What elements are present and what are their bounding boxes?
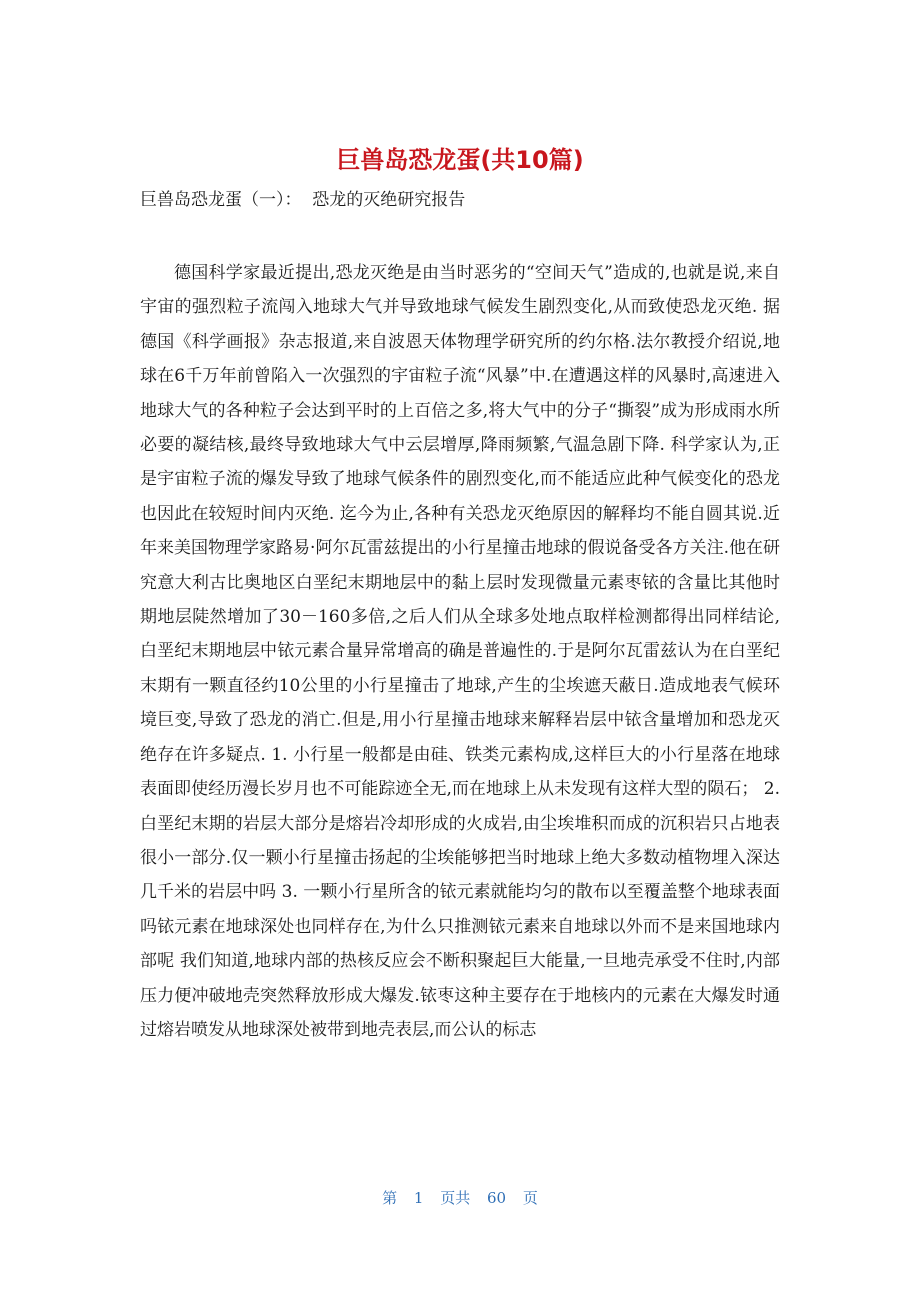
body-paragraph: 德国科学家最近提出,恐龙灭绝是由当时恶劣的“空间天气”造成的,也就是说,来自宇宙的强烈粒子流闯入地球大气并导致地球气候发生剧烈变化,从而致使恐龙灭绝. 据德国《科学画报》杂志报道,来自波恩天体物理学研究所的约尔格.法尔教授介绍说,地球在6千万年前曾陷入一次强烈的宇宙粒子流“风暴”中.在遭遇这样的风暴时,高速进入地球大气的各种粒子会达到平时的上百倍之多,将大气中的分子“撕裂”成为形成雨水所必要的凝结核,最终导致地球大气中云层增厚,降雨频繁,气温急剧下降. 科学家认为,正是宇宙粒子流的爆发导致了地球气候条件的剧烈变化,而不能适应此种气候变化的恐龙也因此在较短时间内灭绝. 迄今为止,各种有关恐龙灭绝原因的解释均不能自圆其说.近年来美国物理学家路易·阿尔瓦雷兹提出的小行星撞击地球的假说备受各方关注.他在研究意大利古比奥地区白垩纪末期地层中的黏上层时发现微量元素枣铱的含量比其他时期地层陡然增加了30－160多倍,之后人们从全球多处地点取样检测都得出同样结论,白垩纪末期地层中铱元素合量异常增高的确是普遍性的.于是阿尔瓦雷兹认为在白垩纪末期有一颗直径约10公里的小行星撞击了地球,产生的尘埃遮天蔽日.造成地表气候环境巨变,导致了恐龙的消亡.但是,用小行星撞击地球来解释岩层中铱含量增加和恐龙灭绝存在许多疑点. 1. 小行星一般都是由硅、铁类元素构成,这样巨大的小行星落在地球表面即使经历漫长岁月也不可能踪迹全无,而在地球上从未发现有这样大型的陨石； 2. 白垩纪末期的岩层大部分是熔岩冷却形成的火成岩,由尘埃堆积而成的沉积岩只占地表很小一部分.仅一颗小行星撞击扬起的尘埃能够把当时地球上绝大多数动植物埋入深达几千米的岩层中吗 3. 一颗小行星所含的铱元素就能均匀的散布以至覆盖整个地球表面吗铱元素在地球深处也同样存在,为什么只推测铱元素来自地球以外而不是来国地球内部呢 我们知道,地球内部的热核反应会不断积聚起巨大能量,一旦地壳承受不住时,内部压力便冲破地壳突然释放形成大爆发.铱枣这种主要存在于地核内的元素在大爆发时通过熔岩喷发从地球深处被带到地壳表层,而公认的标志 [140, 263, 780, 1040]
footer-page-number: 1 [413, 1189, 424, 1207]
footer-suffix: 页 [522, 1189, 538, 1207]
footer-middle: 页共 [440, 1189, 471, 1207]
document-title: 巨兽岛恐龙蛋(共10篇) [336, 146, 584, 174]
footer-prefix: 第 [382, 1189, 398, 1207]
page-footer [0, 1187, 920, 1208]
section-subtitle: 巨兽岛恐龙蛋（一）： 恐龙的灭绝研究报告 [140, 190, 466, 210]
footer-total-pages: 60 [487, 1189, 507, 1207]
